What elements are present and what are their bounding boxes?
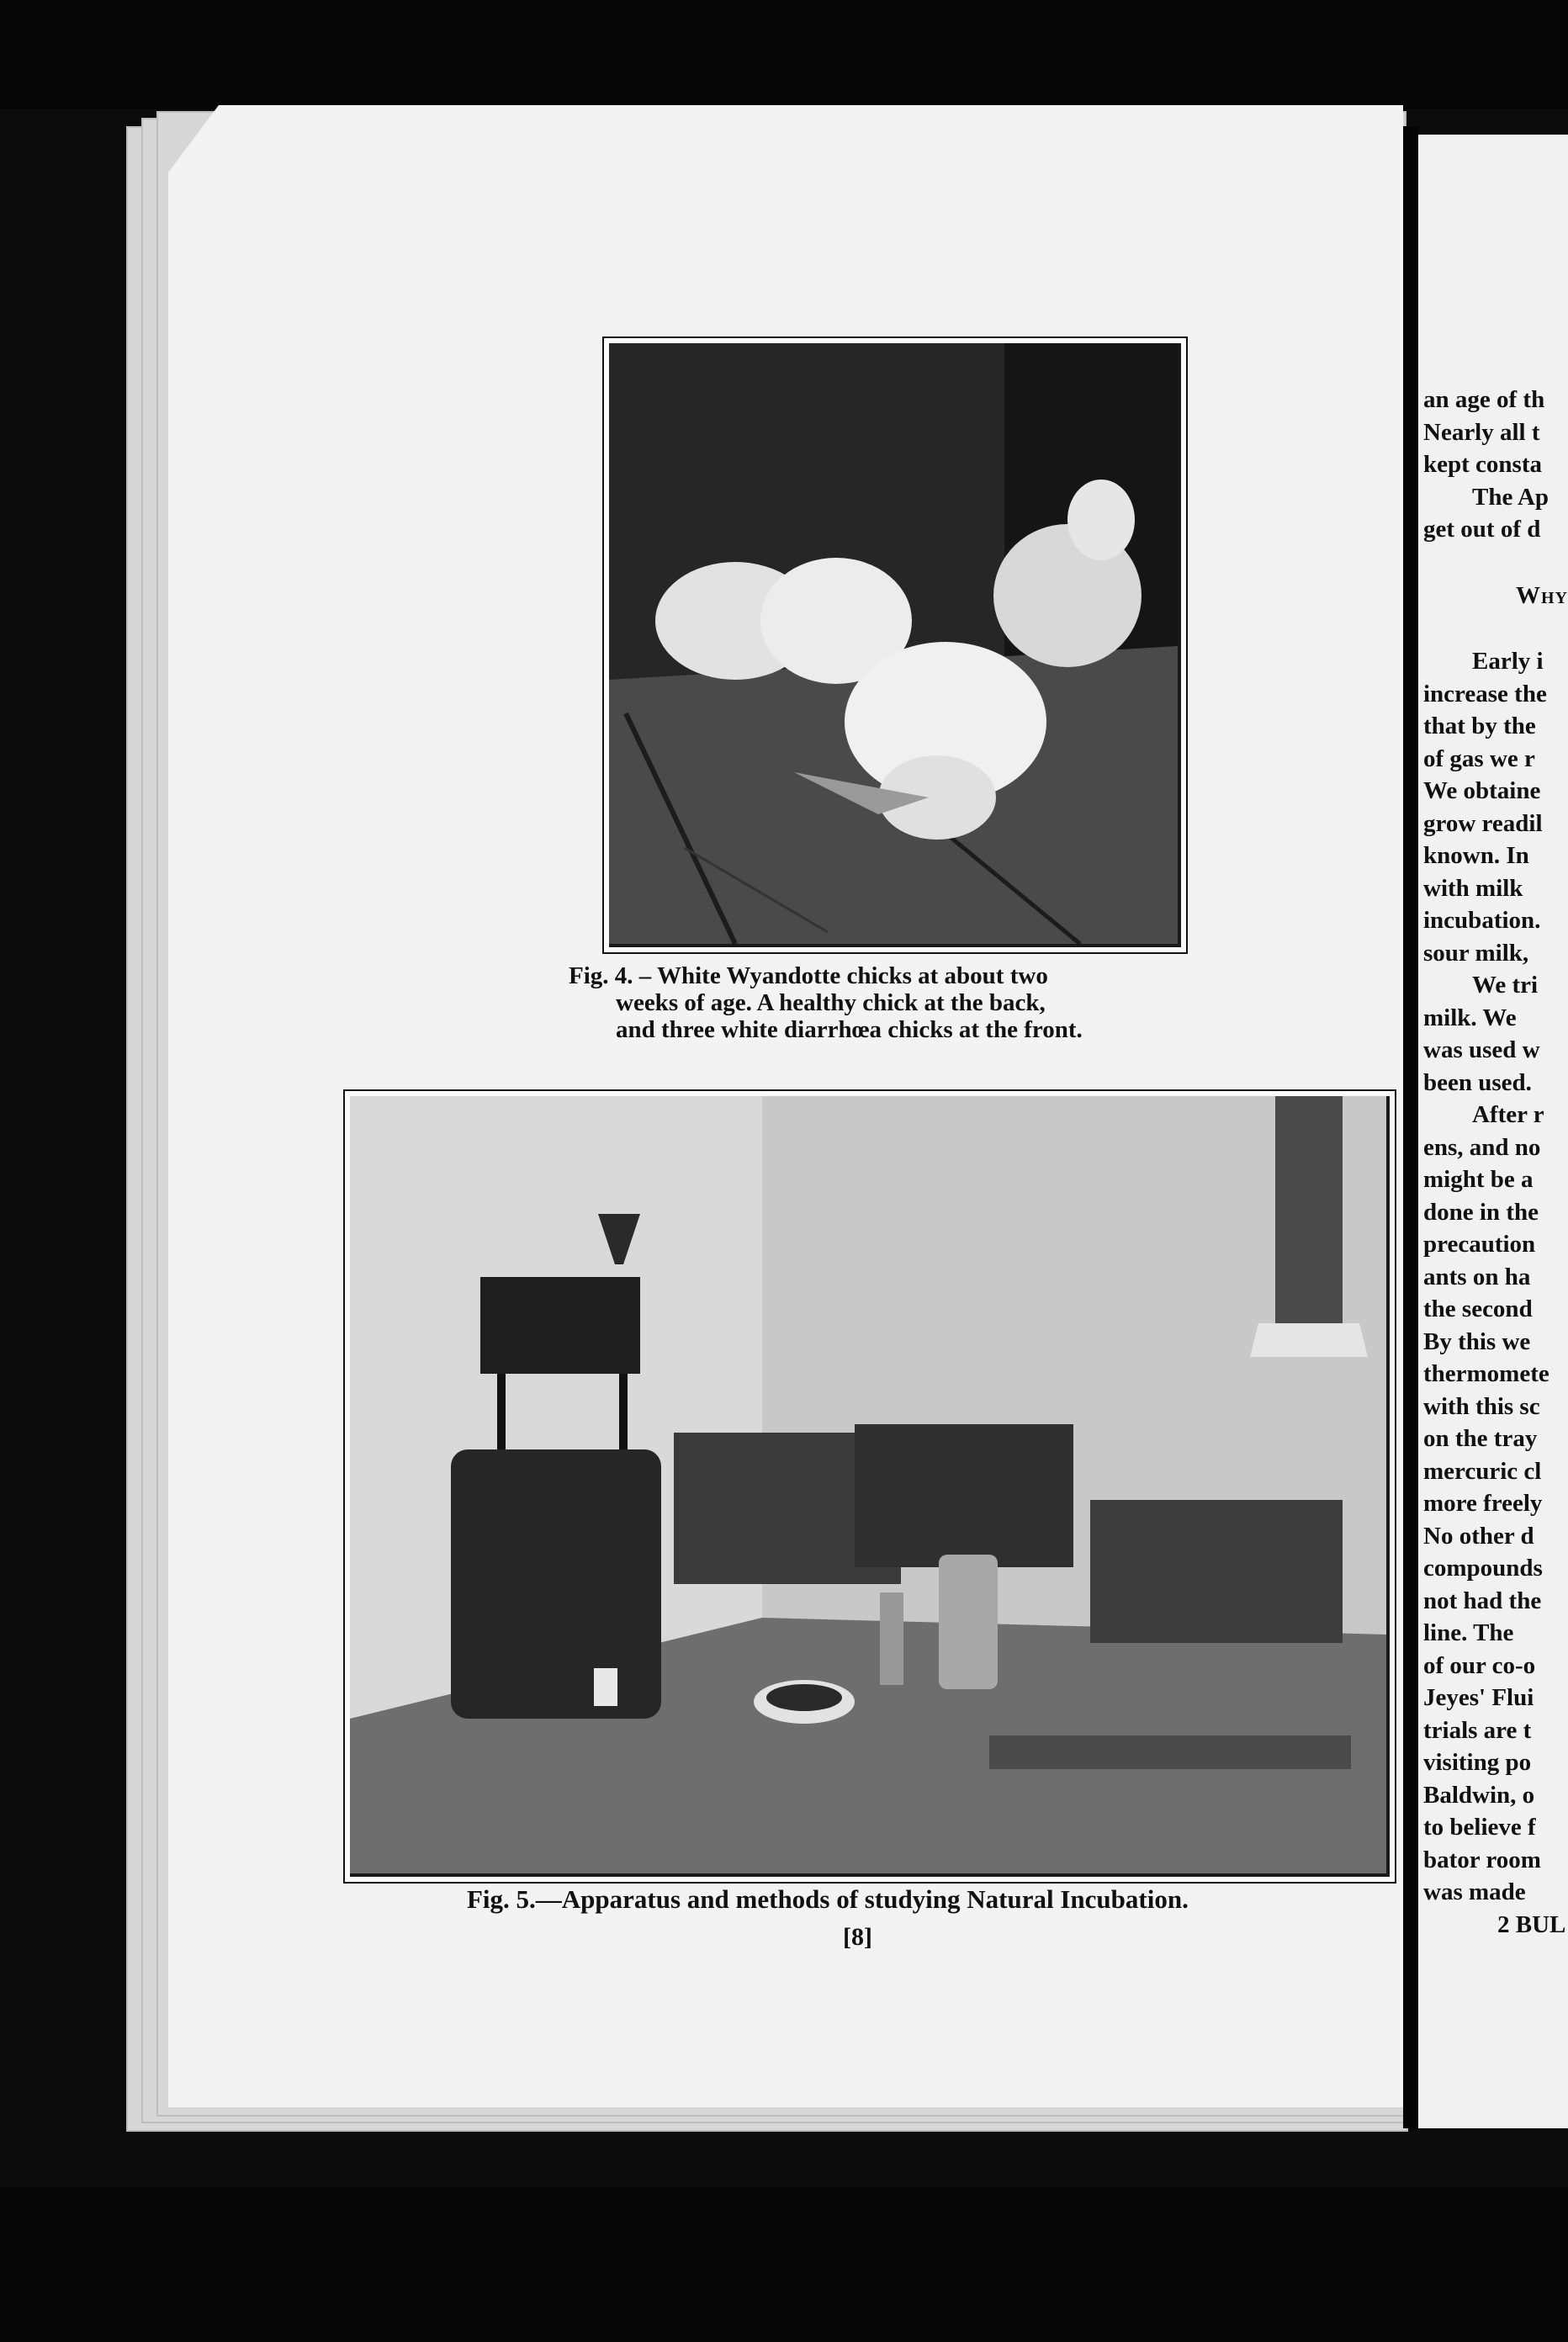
text-line: done in the [1423, 1198, 1539, 1226]
text-line: incubation. [1423, 907, 1541, 934]
spacer [1423, 612, 1568, 645]
scan-dark-border-bottom [0, 2187, 1568, 2342]
page-number: [8] [843, 1923, 872, 1951]
text-line: ants on ha [1423, 1263, 1531, 1290]
text-line: was made [1423, 1878, 1526, 1905]
text-line: bator room [1423, 1846, 1541, 1873]
text-line: Early i [1472, 648, 1544, 675]
text-line: might be a [1423, 1166, 1534, 1193]
chicks-photo-image [609, 343, 1178, 944]
spacer [1423, 546, 1568, 580]
text-line: visiting po [1423, 1749, 1532, 1776]
text-line: Baldwin, o [1423, 1781, 1535, 1809]
text-line: of gas we r [1423, 744, 1535, 772]
book-gutter [1403, 126, 1418, 2128]
apparatus-photo-image [350, 1096, 1386, 1873]
right-page [1418, 135, 1568, 2128]
right-page-text [1423, 384, 1568, 1941]
text-line: of our co-o [1423, 1651, 1536, 1679]
fig4-caption-line: and three white diarrhœa chicks at the front. [616, 1016, 1083, 1043]
text-line: No other d [1423, 1522, 1534, 1550]
scan-dark-border-top [0, 0, 1568, 109]
footer-line: 2 BUL [1497, 1910, 1566, 1938]
text-line: trials are t [1423, 1716, 1532, 1744]
text-line: The Ap [1472, 483, 1549, 511]
text-line: with this sc [1423, 1392, 1540, 1420]
text-line: more freely [1423, 1490, 1543, 1517]
text-line: After r [1472, 1101, 1544, 1128]
text-line: We tri [1472, 972, 1539, 999]
text-line: on the tray [1423, 1425, 1538, 1452]
text-line: milk. We [1423, 1004, 1517, 1031]
text-line: kept consta [1423, 451, 1542, 478]
text-line: precaution [1423, 1231, 1536, 1258]
text-line: By this we [1423, 1327, 1531, 1355]
text-line: get out of d [1423, 516, 1541, 543]
fig4-caption [569, 962, 1208, 1043]
text-line: mercuric cl [1423, 1457, 1542, 1485]
text-line: known. In [1423, 842, 1529, 869]
text-line: to believe f [1423, 1814, 1536, 1841]
fig4-caption-line: weeks of age. A healthy chick at the back, [616, 989, 1046, 1016]
text-line: compounds [1423, 1555, 1543, 1582]
text-line: been used. [1423, 1068, 1532, 1096]
text-line: sour milk, [1423, 939, 1529, 967]
text-line: not had the [1423, 1587, 1542, 1614]
text-line: thermomete [1423, 1360, 1549, 1387]
fig4-photo [602, 336, 1188, 954]
text-line: with milk [1423, 874, 1523, 902]
text-line: ens, and no [1423, 1133, 1541, 1161]
text-line: Nearly all t [1423, 418, 1540, 446]
text-line: the second [1423, 1296, 1533, 1322]
fig4-caption-line: Fig. 4. – White Wyandotte chicks at about two [569, 962, 1048, 989]
text-line: We obtaine [1423, 777, 1541, 804]
text-line: grow readil [1423, 809, 1543, 837]
text-line: was used w [1423, 1036, 1540, 1063]
fig5-photo [343, 1089, 1396, 1884]
text-line: Jeyes' Flui [1423, 1684, 1534, 1711]
text-line: increase the [1423, 680, 1547, 707]
text-line: that by the [1423, 713, 1536, 739]
text-line: an age of th [1423, 386, 1545, 413]
text-line: line. The [1423, 1619, 1514, 1646]
fig5-caption: Fig. 5.—Apparatus and methods of studying Natural Incubation. [467, 1884, 1189, 1914]
section-heading: Why [1516, 581, 1568, 609]
